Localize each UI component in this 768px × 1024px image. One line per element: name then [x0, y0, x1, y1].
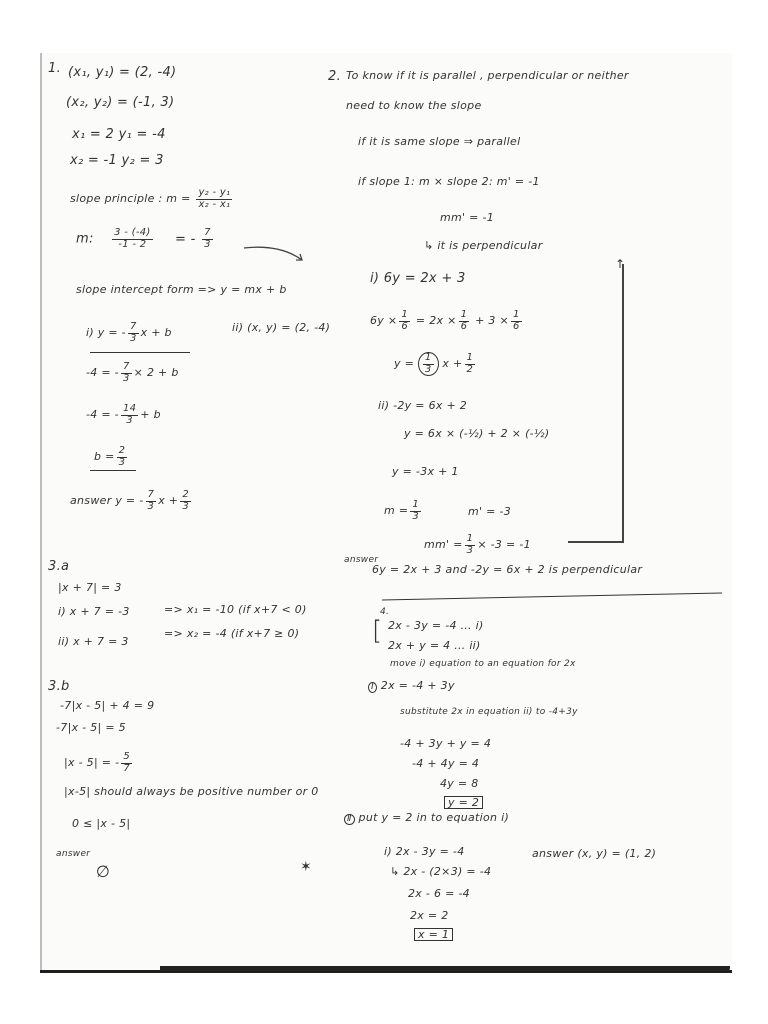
step-text: y = [394, 357, 415, 370]
circled-slope [418, 352, 439, 376]
abs-equation-3b: -7|x - 5| + 4 = 9 [60, 699, 155, 712]
problem-2-intro: To know if it is parallel , perpendicular or neither [346, 69, 629, 82]
two-thirds-fraction [117, 446, 128, 468]
fraction-numerator: 1 [424, 352, 432, 363]
fraction-denominator: 3 [424, 363, 432, 375]
seven-thirds-fraction [146, 490, 157, 512]
slope-calculation [76, 228, 215, 250]
isolate-step: -7|x - 5| = 5 [56, 721, 126, 734]
one-sixth-fraction [399, 310, 410, 332]
step-text: 6y × [370, 314, 398, 327]
step-text: + 3 × [475, 314, 510, 327]
fraction-numerator: 1 [412, 499, 420, 510]
calc2-line-3: 2x - 6 = -4 [408, 887, 470, 900]
answer-prefix: answer y = - [70, 494, 144, 507]
empty-set-symbol: ∅ [96, 862, 111, 881]
reasoning: |x-5| should always be positive number or 0 [64, 785, 319, 798]
calc-line-2: -4 + 4y = 4 [412, 757, 480, 770]
fraction-denominator: 2 [466, 363, 474, 375]
abs-equation: |x + 7| = 3 [58, 581, 122, 594]
fraction-denominator: 7 [123, 762, 131, 774]
equals-neg: = - [175, 231, 196, 247]
slope-principle-text: slope principle : m = [70, 192, 191, 205]
eq1-multiply-step [370, 310, 524, 332]
y-result-box: y = 2 [444, 796, 483, 809]
b-label: b = [94, 450, 115, 463]
fraction-numerator: 7 [147, 489, 155, 500]
fraction-numerator: y₂ - y₁ [198, 187, 231, 198]
problem-1-answer [70, 490, 193, 512]
rule-conclusion: ↳ it is perpendicular [424, 239, 543, 252]
point-1: (x₁, y₁) = (2, -4) [68, 65, 177, 80]
fourteen-thirds-fraction [121, 404, 138, 426]
eq-prefix: -4 = - [86, 366, 119, 379]
fraction-denominator: x₂ - x₁ [198, 198, 231, 210]
fraction-denominator: 6 [401, 320, 409, 332]
one-sixth-fraction [459, 310, 470, 332]
step-2-marker: Ⅱ [344, 814, 355, 825]
calc2-line-2: ↳ 2x - (2×3) = -4 [390, 865, 492, 878]
slope-intercept-form: slope intercept form => y = mx + b [76, 283, 287, 296]
seven-thirds-fraction [202, 228, 213, 250]
fraction-denominator: 3 [412, 510, 420, 522]
eq-suffix: × 2 + b [133, 366, 179, 379]
case-i: i) x + 7 = -3 [58, 605, 130, 618]
bracket-arrow-horizontal [568, 541, 624, 543]
underline [90, 352, 190, 353]
seven-thirds-fraction [128, 322, 139, 344]
slope-m-prime: m' = -3 [468, 505, 512, 518]
fraction-numerator: 3 - (-4) [114, 227, 151, 238]
b-value [94, 446, 129, 468]
fraction-denominator: 3 [182, 500, 189, 512]
problem-3b-answer-label: answer [56, 849, 91, 859]
fraction-numerator: 2 [182, 489, 189, 500]
fraction-denominator: 3 [129, 332, 137, 344]
one-sixth-fraction [511, 310, 522, 332]
substitution-step [86, 362, 179, 384]
divide-step [64, 752, 134, 774]
calc-line-3: 4y = 8 [440, 777, 479, 790]
step-text: x + [442, 357, 463, 370]
fraction-numerator: 1 [466, 352, 474, 363]
inequality: 0 ≤ |x - 5| [72, 817, 131, 830]
one-third-fraction [465, 534, 476, 556]
equation-ii: ii) -2y = 6x + 2 [378, 399, 468, 412]
slope-m [384, 500, 423, 522]
case-ii-solution: => x₂ = -4 (if x+7 ≥ 0) [164, 627, 300, 640]
fraction-numerator: 14 [122, 403, 137, 414]
problem-2-label: 2. [328, 69, 342, 84]
slope-principle [70, 188, 234, 210]
rule-perpendicular: if slope 1: m × slope 2: m' = -1 [358, 175, 540, 188]
case-ii: ii) x + 7 = 3 [58, 635, 129, 648]
fraction-numerator: 2 [118, 445, 126, 456]
m-label: m: [76, 231, 94, 247]
move-instruction: move i) equation to an equation for 2x [390, 659, 576, 669]
eq-prefix: i) y = - [86, 326, 126, 339]
substitute-instruction: substitute 2x in equation ii) to -4+3y [400, 707, 578, 717]
seven-thirds-fraction [121, 362, 132, 384]
x2-y2-values: x₂ = -1 y₂ = 3 [70, 153, 164, 168]
answer-mid: x + [158, 494, 179, 507]
fraction-denominator: 3 [126, 414, 133, 426]
system-brace-icon: [ [372, 616, 383, 646]
problem-2-answer: 6y = 2x + 3 and -2y = 6x + 2 is perpendicular [372, 563, 643, 576]
step-text: put y = 2 in to equation i) [358, 811, 510, 824]
rule-product: mm' = -1 [440, 211, 495, 224]
problem-3b-label: 3.b [48, 679, 70, 694]
fraction-denominator: 3 [466, 544, 474, 556]
bracket-arrow-vertical [622, 264, 624, 542]
fraction-numerator: 1 [513, 309, 520, 320]
fraction-denominator: 3 [122, 372, 130, 384]
x1-y1-values: x₁ = 2 y₁ = -4 [72, 127, 166, 142]
problem-2-answer-label: answer [344, 555, 379, 565]
step-1-marker: Ⅰ [368, 682, 377, 693]
fraction-numerator: 7 [122, 361, 130, 372]
fraction-denominator: 3 [147, 500, 155, 512]
step-text: mm' = [424, 538, 463, 551]
eq-suffix: + b [140, 408, 161, 421]
fraction-denominator: -1 - 2 [118, 238, 147, 250]
arrow-up-icon: ↑ [615, 257, 626, 271]
calc2-line-1: i) 2x - 3y = -4 [384, 845, 465, 858]
fraction-numerator: 1 [466, 533, 474, 544]
fraction-numerator: 1 [401, 309, 409, 320]
eq1-slope-form [394, 352, 477, 376]
eq2-multiply-step: y = 6x × (-½) + 2 × (-½) [404, 427, 550, 440]
one-third-fraction [423, 353, 434, 375]
slope-product [424, 534, 531, 556]
underline [90, 470, 136, 471]
curved-arrow-icon [240, 240, 310, 270]
fraction-denominator: 3 [204, 238, 211, 250]
system-equation-2: 2x + y = 4 … ii) [388, 639, 481, 652]
step-text: 2x = -4 + 3y [380, 679, 455, 692]
m-label: m = [384, 504, 409, 517]
rule-parallel: if it is same slope ⇒ parallel [358, 135, 521, 148]
problem-1-label: 1. [48, 61, 62, 76]
case-i-solution: => x₁ = -10 (if x+7 < 0) [164, 603, 307, 616]
fraction-denominator: 6 [460, 320, 468, 332]
fraction-numerator: 7 [129, 321, 137, 332]
pen-mark-icon: ✶ [300, 859, 313, 875]
eq-prefix: -4 = - [86, 408, 119, 421]
page-edge-shadow [160, 966, 730, 971]
one-half-fraction [465, 353, 476, 375]
calc-line-1: -4 + 3y + y = 4 [400, 737, 492, 750]
simplify-step [86, 404, 161, 426]
x-result-box: x = 1 [414, 928, 453, 941]
system-equation-1: 2x - 3y = -4 … i) [388, 619, 484, 632]
step-text: = 2x × [415, 314, 457, 327]
five-sevenths-fraction [121, 752, 132, 774]
one-third-fraction [410, 500, 421, 522]
slope-calc-fraction [112, 228, 153, 250]
problem-4-answer: answer (x, y) = (1, 2) [532, 847, 657, 860]
fraction-denominator: 6 [513, 320, 520, 332]
problem-2-intro-2: need to know the slope [346, 99, 482, 112]
eq2-slope-form: y = -3x + 1 [392, 465, 459, 478]
problem-4-label: 4. [380, 607, 390, 617]
slope-formula-fraction [196, 188, 232, 210]
step-1 [368, 680, 455, 693]
fraction-numerator: 1 [460, 309, 468, 320]
step-text: × -3 = -1 [477, 538, 531, 551]
point-ii: ii) (x, y) = (2, -4) [232, 321, 331, 334]
fraction-denominator: 3 [118, 456, 126, 468]
eq-suffix: x + b [140, 326, 172, 339]
fraction-numerator: 7 [204, 227, 211, 238]
equation-i [86, 322, 172, 344]
problem-3a-label: 3.a [48, 559, 70, 574]
two-thirds-fraction [180, 490, 191, 512]
step-text: |x - 5| = - [64, 756, 120, 769]
equation-i: i) 6y = 2x + 3 [370, 271, 466, 286]
point-2: (x₂, y₂) = (-1, 3) [66, 95, 175, 110]
step-2 [344, 812, 509, 825]
fraction-numerator: 5 [123, 751, 131, 762]
calc2-line-4: 2x = 2 [410, 909, 449, 922]
